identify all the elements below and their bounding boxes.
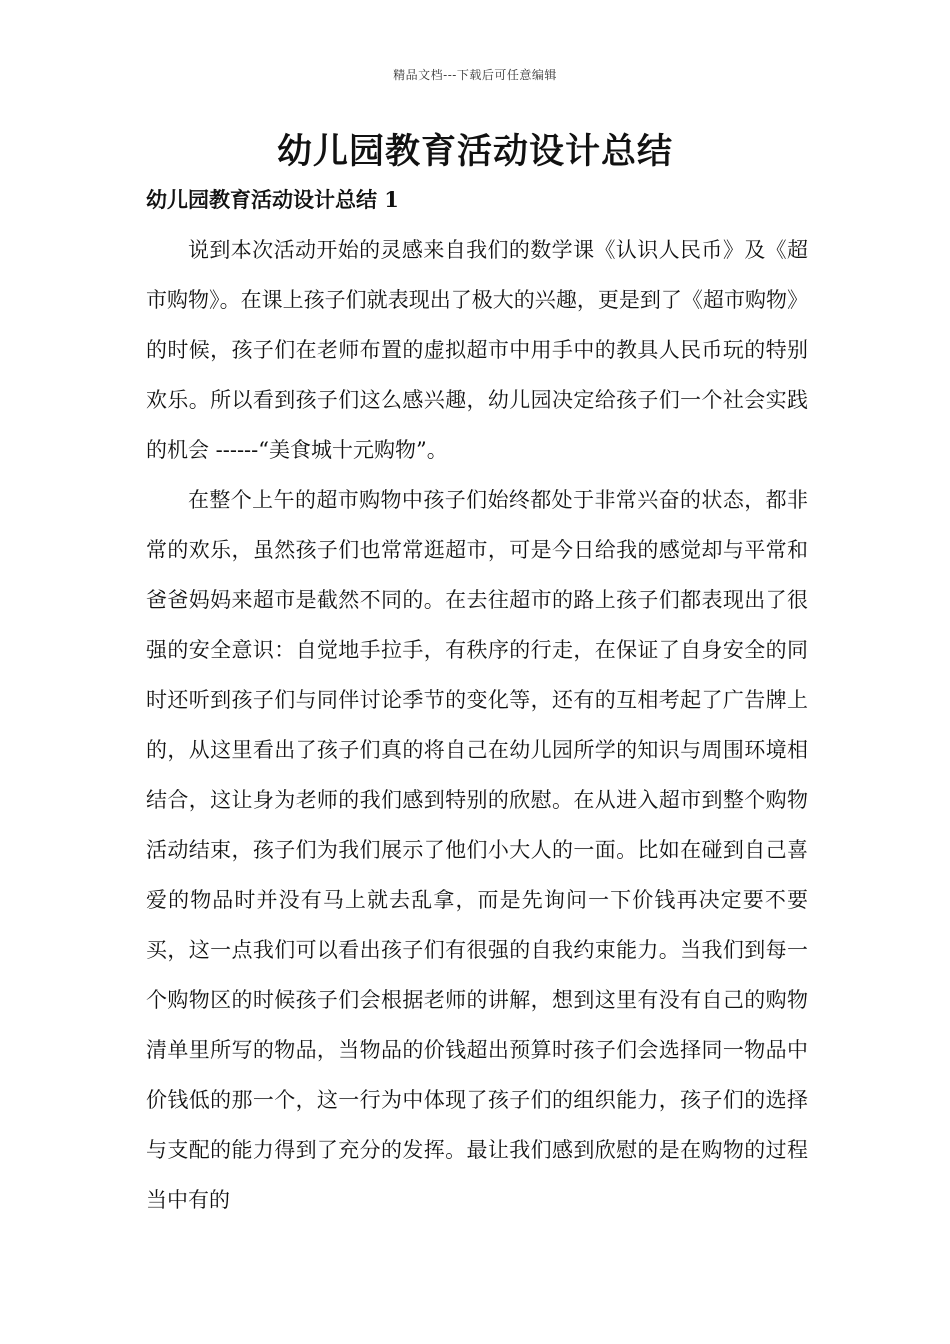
header-note: 精品文档---下载后可任意编辑 (393, 68, 557, 82)
body-paragraph-2: 在整个上午的超市购物中孩子们始终都处于非常兴奋的状态，都非常的欢乐，虽然孩子们也常常逛超市，可是今日给我的感觉却与平常和爸爸妈妈来超市是截然不同的。在去往超市的路上孩子们都表现出了很强的安全意识：自觉地手拉手，有秩序的行走，在保证了自身安全的同时还听到孩子们与同伴讨论季节的变化等，还有的互相考起了广告牌上的，从这里看出了孩子们真的将自己在幼儿园所学的知识与周围环境相结合，这让身为老师的我们感到特别的欣慰。在从进入超市到整个购物活动结束，孩子们为我们展示了他们小大人的一面。比如在碰到自己喜爱的物品时并没有马上就去乱拿，而是先询问一下价钱再决定要不要买，这一点我们可以看出孩子们有很强的自我约束能力。当我们到每一个购物区的时候孩子们会根据老师的讲解，想到这里有没有自己的购物清单里所写的物品，当物品的价钱超出预算时孩子们会选择同一物品中价钱低的那一个，这一行为中体现了孩子们的组织能力，孩子们的选择与支配的能力得到了充分的发挥。最让我们感到欣慰的是在购物的过程当中有的 (146, 488, 808, 1212)
section-heading: 幼儿园教育活动设计总结 1 (146, 187, 399, 212)
document-title: 幼儿园教育活动设计总结 (276, 131, 673, 172)
body-paragraph-1: 说到本次活动开始的灵感来自我们的数学课《认识人民币》及《超市购物》。在课上孩子们就表现出了极大的兴趣，更是到了《超市购物》的时候，孩子们在老师布置的虚拟超市中用手中的教具人民币玩的特别欢乐。所以看到孩子们这么感兴趣，幼儿园决定给孩子们一个社会实践的机会 ------“美食城十元购物”。 (146, 238, 808, 462)
